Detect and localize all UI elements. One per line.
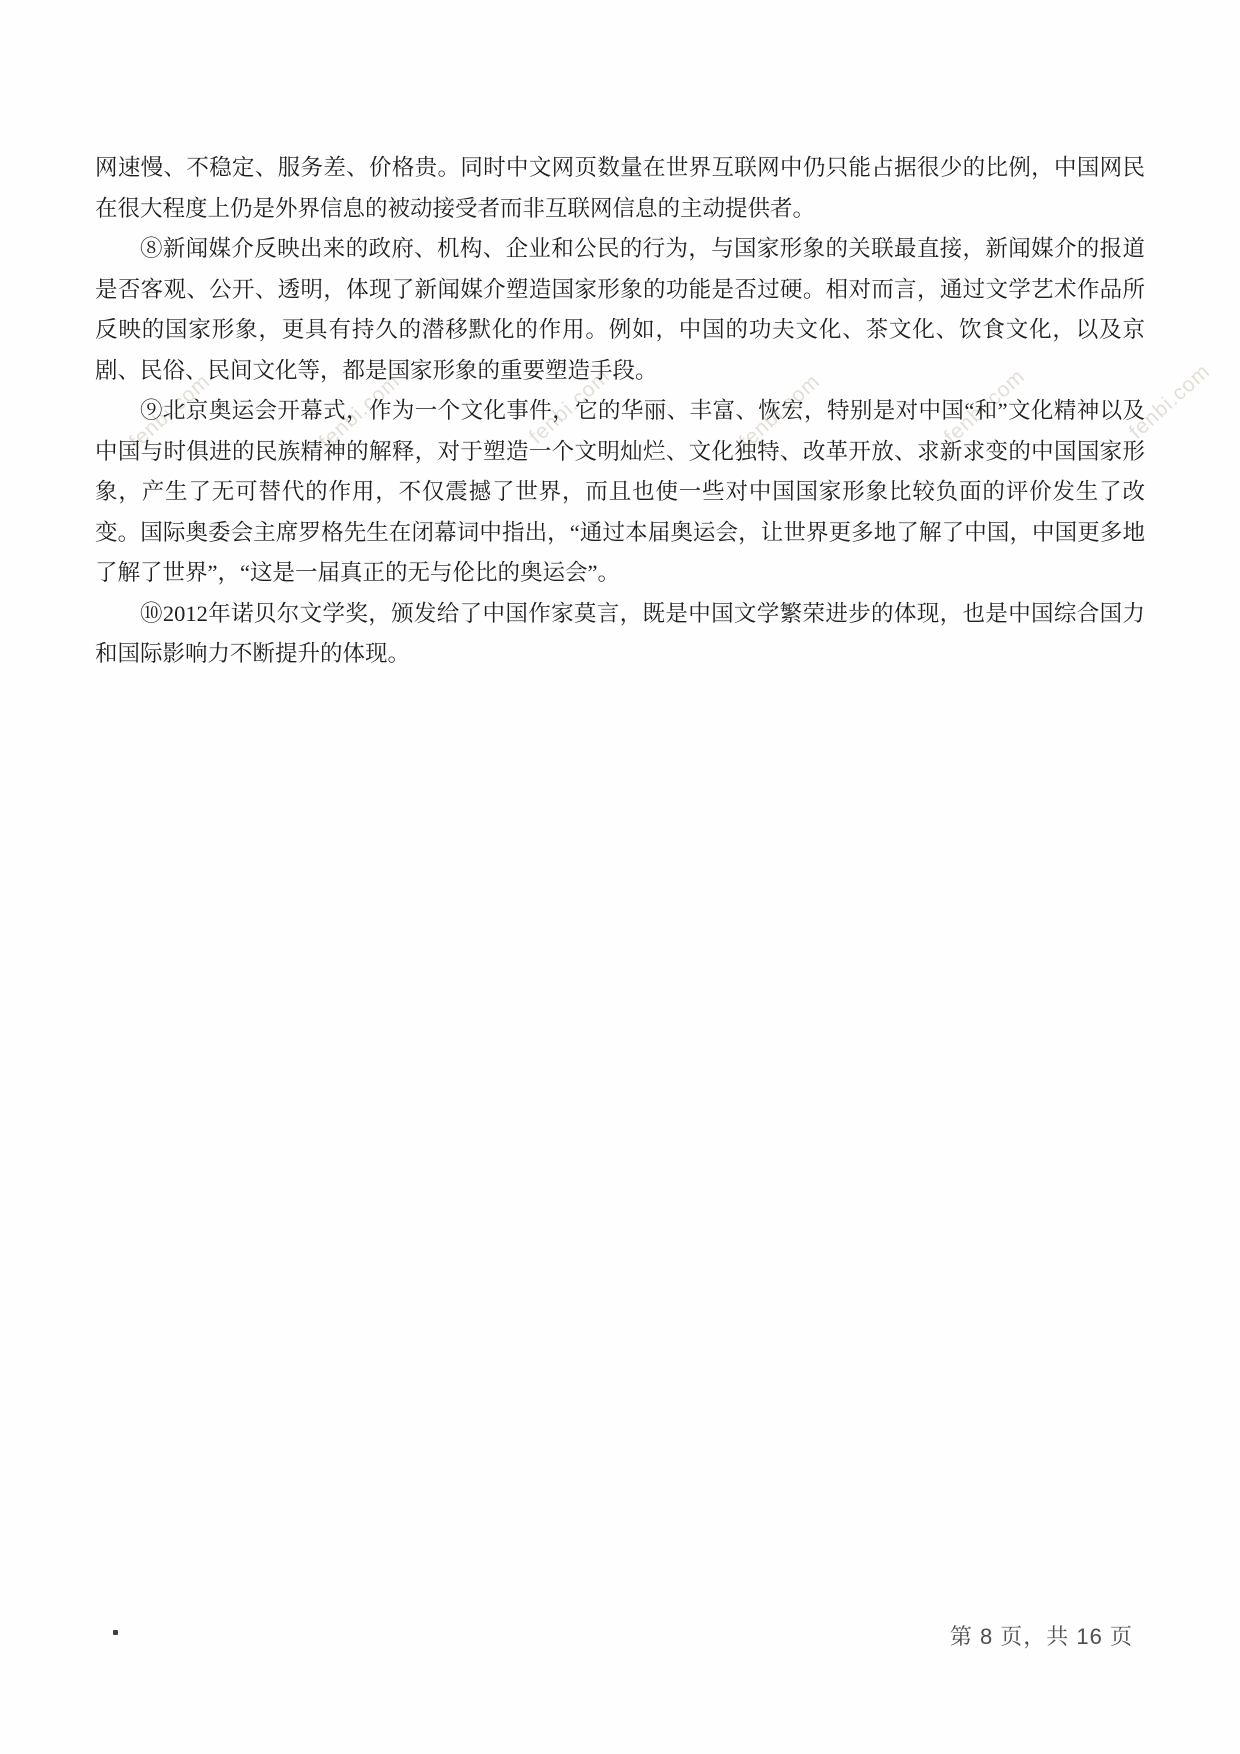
watermark-text: fenbi.com	[1124, 359, 1215, 444]
page-number: 第 8 页，共 16 页	[949, 1624, 1133, 1649]
watermark-text: fenbi.com	[314, 369, 405, 454]
watermark-text: fenbi.com	[124, 369, 215, 454]
paragraph-8: ⑧新闻媒介反映出来的政府、机构、企业和公民的行为，与国家形象的关联最直接，新闻媒介的报道是否客观、公开、透明，体现了新闻媒介塑造国家形象的功能是否过硬。相对而言，通过文学艺术作品所反映的国家形象，更具有持久的潜移默化的作用。例如，中国的功夫文化、茶文化、饮食文化，以及京剧、民俗、民间文化等，都是国家形象的重要塑造手段。	[95, 236, 1145, 383]
document-body	[95, 148, 1145, 675]
stray-mark-dot	[113, 1630, 118, 1635]
watermark-text: fenbi.com	[939, 364, 1030, 449]
watermark-text: fenbi.com	[524, 364, 615, 449]
watermark-text: fenbi.com	[734, 369, 825, 454]
paragraph-10: ⑩2012年诺贝尔文学奖，颁发给了中国作家莫言，既是中国文学繁荣进步的体现，也是中国综合国力和国际影响力不断提升的体现。	[95, 600, 1145, 666]
paragraph-continuation: 网速慢、不稳定、服务差、价格贵。同时中文网页数量在世界互联网中仍只能占据很少的比例，中国网民在很大程度上仍是外界信息的被动接受者而非互联网信息的主动提供者。	[95, 155, 1145, 221]
paragraph-9: ⑨北京奥运会开幕式，作为一个文化事件，它的华丽、丰富、恢宏，特别是对中国“和”文化精神以及中国与时俱进的民族精神的解释，对于塑造一个文明灿烂、文化独特、改革开放、求新求变的中国国家形象，产生了无可替代的作用，不仅震撼了世界，而且也使一些对中国国家形象比较负面的评价发生了改变。国际奥委会主席罗格先生在闭幕词中指出，“通过本届奥运会，让世界更多地了解了中国，中国更多地了解了世界”，“这是一届真正的无与伦比的奥运会”。	[95, 398, 1145, 585]
